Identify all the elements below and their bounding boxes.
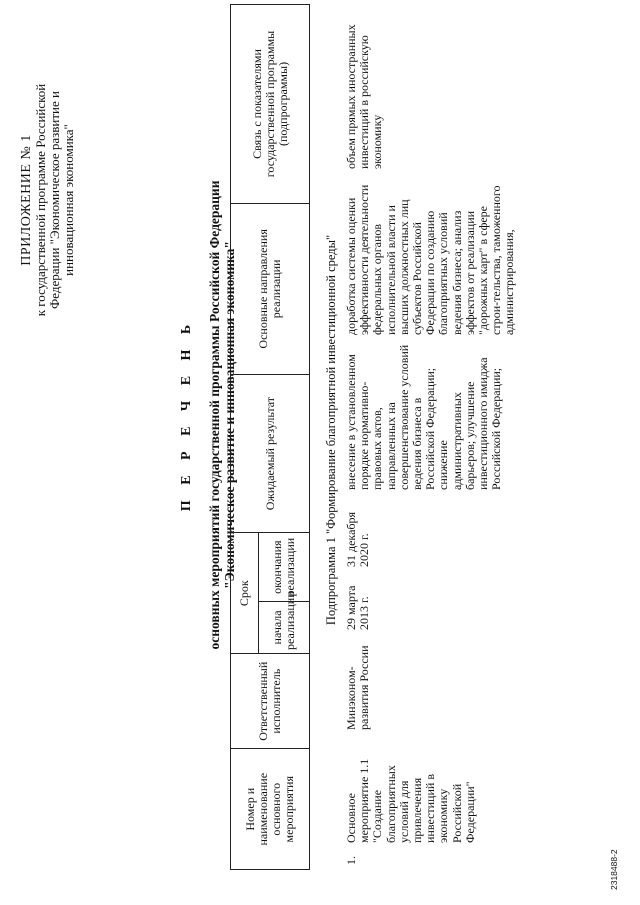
row-start-date: 29 марта 2013 г. — [344, 585, 372, 630]
row-expected-result: внесение в установленном порядке нормативно-правовых актов, направленных на совершенствование условий ведения бизнеса в Российской Федерации; снижение административных барьеров; улучшение инвестиционного имиджа Российской Федерации; — [344, 344, 504, 490]
document-title: П Е Р Е Ч Е Н Ь — [179, 318, 194, 512]
header-start: начала реализации — [259, 601, 310, 653]
header-term: Срок — [231, 533, 259, 654]
document-code: 2318488-2 — [609, 849, 619, 890]
header-end: окончания реализации — [259, 533, 310, 601]
measures-table-header — [230, 4, 310, 870]
appendix-block — [20, 50, 76, 350]
header-result: Ожидаемый результат — [231, 374, 310, 533]
row-executor: Минэконом-развития России — [344, 645, 372, 730]
document-subtitle-line: "Экономическое развитие и инновационная экономика" — [222, 241, 237, 589]
appendix-line: к государственной программе Российской — [33, 83, 48, 317]
title-block — [180, 95, 237, 735]
subprogram-title: Подпрограмма 1 "Формирование благоприятной инвестиционной среды" — [324, 234, 338, 626]
row-end-date: 31 декабря 2020 г. — [344, 511, 372, 567]
header-executor: Ответственный исполнитель — [231, 654, 310, 749]
header-link: Связь с показателями государственной программы (подпрограммы) — [231, 5, 310, 204]
header-number-name: Номер и наименование основного мероприятия — [231, 749, 310, 870]
appendix-line: инновационная экономика" — [61, 124, 76, 276]
row-main-directions: доработка системы оценки эффективности деятельности федеральных органов исполнительной власти и высших должностных лиц субъектов Российской Федерации по созданию благоприятных условий ведения бизнеса; анализ эффектов от реализации "дорожных карт" в сфере строи-тельства, таможенного администрирования, — [344, 184, 517, 335]
row-number: 1. — [344, 856, 358, 865]
appendix-heading: ПРИЛОЖЕНИЕ № 1 — [19, 134, 34, 266]
header-directions: Основные направления реализации — [231, 203, 310, 374]
row-measure-name: Основное мероприятие 1.1 "Создание благоприятных условий для привлечения инвестиций в экономику Российской Федерации" — [344, 758, 477, 843]
row-indicator-link: объем прямых иностранных инвестиций в российскую экономику — [344, 24, 385, 169]
document-subtitle-line: основных мероприятий государственной программы Российской Федерации — [207, 180, 222, 650]
table-header-row — [231, 5, 259, 870]
appendix-line: Федерации "Экономическое развитие и — [47, 91, 62, 309]
